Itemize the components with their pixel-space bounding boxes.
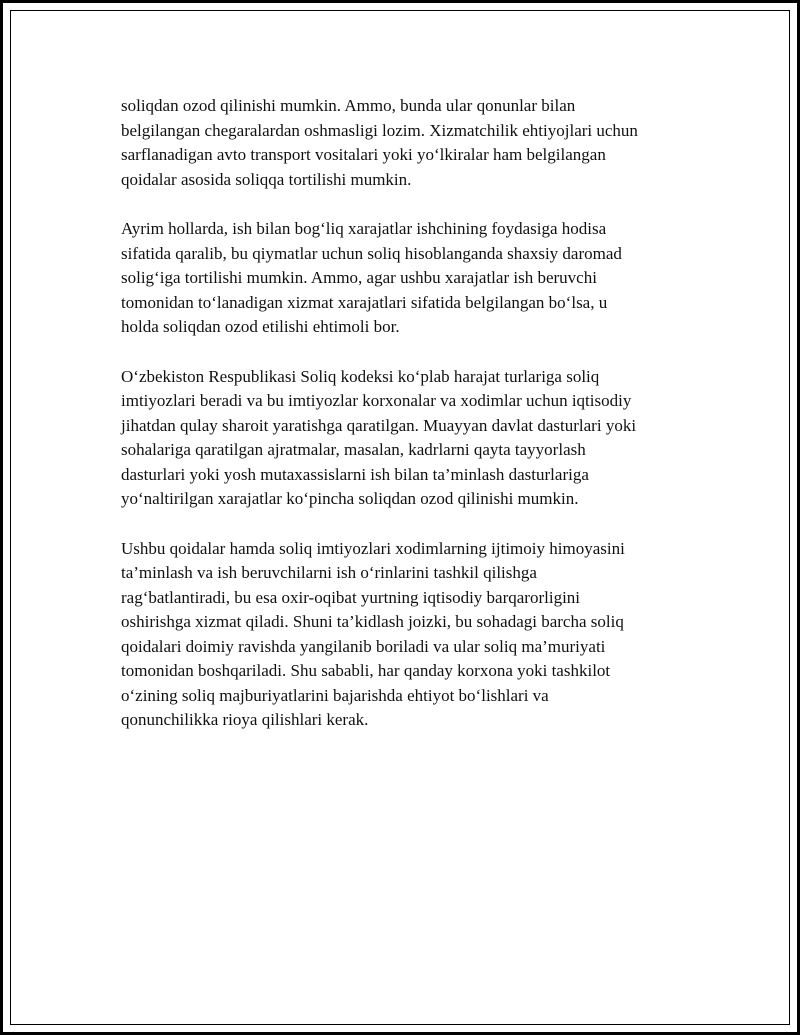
text-line: oshirishga xizmat qiladi. Shuni ta’kidlash joizki, bu sohadagi barcha soliq <box>121 612 624 631</box>
text-line: tomonidan boshqariladi. Shu sababli, har qanday korxona yoki tashkilot <box>121 661 611 680</box>
text-line: sifatida qaralib, bu qiymatlar uchun soliq hisoblanganda shaxsiy daromad <box>121 243 622 263</box>
text-line: sarflanadigan avto transport vositalari yoki yo‘lkiralar ham belgilangan <box>121 145 606 164</box>
text-line: Ushbu qoidalar hamda soliq imtiyozlari xodimlarning ijtimoiy himoyasini <box>121 538 625 558</box>
text-line: rag‘batlantiradi, bu esa oxir-oqibat yurtning iqtisodiy barqarorligini <box>121 587 581 607</box>
text-line: holda soliqdan ozod etilishi ehtimoli bor. <box>121 317 400 336</box>
text-line: dasturlari yoki yosh mutaxassislarni ish bilan ta’minlash dasturlariga <box>121 464 589 484</box>
text-line: yo‘naltirilgan xarajatlar ko‘pincha soliqdan ozod qilinishi mumkin. <box>121 489 579 508</box>
text-line: belgilangan chegaralardan oshmasligi lozim. Xizmatchilik ehtiyojlari uchun <box>121 120 638 140</box>
text-line: jihatdan qulay sharoit yaratishga qaratilgan. Muayyan davlat dasturlari yoki <box>121 415 637 435</box>
paragraph-1 <box>121 94 681 192</box>
text-line: tomonidan to‘lanadigan xizmat xarajatlari sifatida belgilangan bo‘lsa, u <box>121 292 608 312</box>
text-line: o‘zining soliq majburiyatlarini bajarishda ehtiyot bo‘lishlari va <box>121 685 549 705</box>
text-line: qoidalari doimiy ravishda yangilanib boriladi va ular soliq ma’muriyati <box>121 636 606 656</box>
paragraph-2 <box>121 217 681 340</box>
paragraph-4 <box>121 537 681 733</box>
text-line: Ayrim hollarda, ish bilan bog‘liq xarajatlar ishchining foydasiga hodisa <box>121 219 607 238</box>
text-line: qoidalar asosida soliqqa tortilishi mumkin. <box>121 169 412 189</box>
text-line: solig‘iga tortilishi mumkin. Ammo, agar ushbu xarajatlar ish beruvchi <box>121 268 597 287</box>
document-body <box>121 94 681 758</box>
text-line: O‘zbekiston Respublikasi Soliq kodeksi ko‘plab harajat turlariga soliq <box>121 366 600 386</box>
text-line: qonunchilikka rioya qilishlari kerak. <box>121 710 369 729</box>
text-line: ta’minlash va ish beruvchilarni ish o‘rinlarini tashkil qilishga <box>121 563 537 582</box>
text-line: imtiyozlari beradi va bu imtiyozlar korxonalar va xodimlar uchun iqtisodiy <box>121 391 632 410</box>
paragraph-3 <box>121 365 681 512</box>
text-line: sohalariga qaratilgan ajratmalar, masalan, kadrlarni qayta tayyorlash <box>121 440 586 459</box>
text-line: soliqdan ozod qilinishi mumkin. Ammo, bunda ular qonunlar bilan <box>121 96 576 115</box>
